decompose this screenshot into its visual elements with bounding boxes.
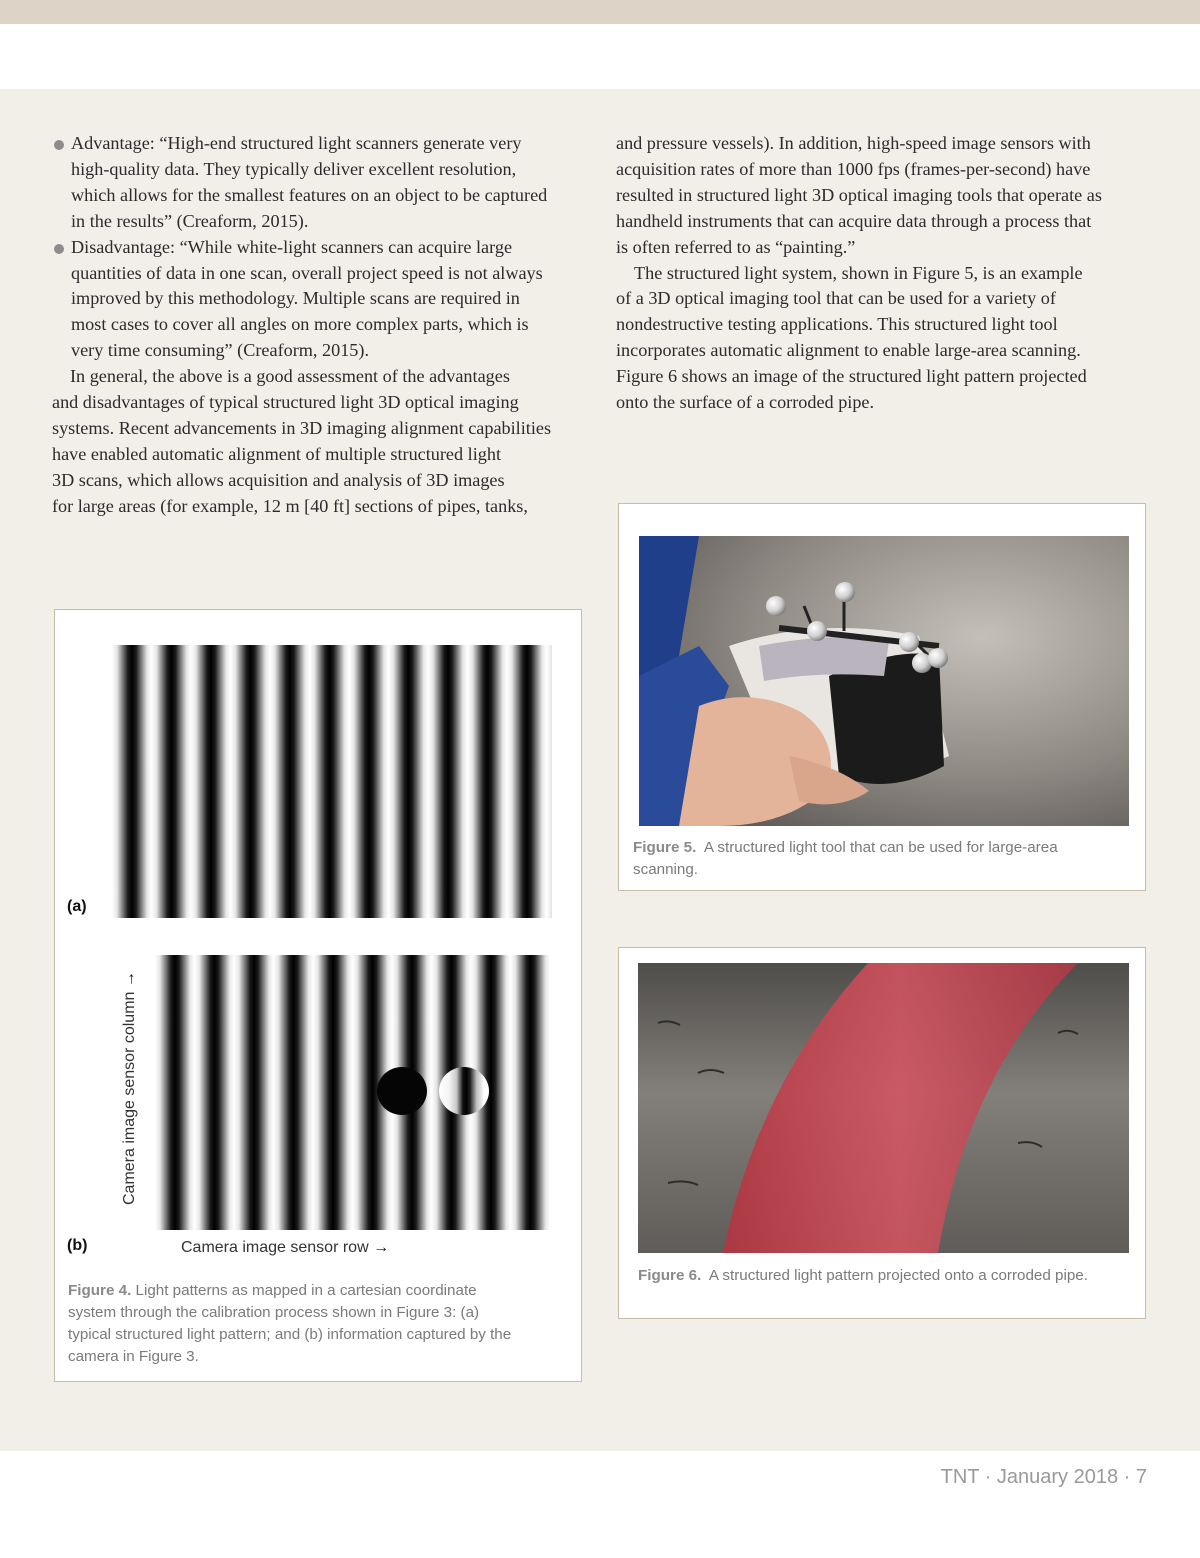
paragraph-continued [616,131,1148,261]
bullet-disadvantage [52,235,584,365]
text-line: resulted in structured light 3D optical imaging tools that operate as [616,184,1102,205]
scanner-photo [639,536,1129,826]
caption-label: Figure 6. [638,1267,702,1284]
panel-label-a: (a) [67,898,87,915]
text-line: nondestructive testing applications. This structured light tool [616,314,1058,335]
striped-dot [439,1067,489,1115]
text-line: handheld instruments that can acquire data through a process that [616,210,1092,231]
paragraph-structured-light-system [616,261,1148,416]
bullet-advantage [52,131,584,235]
panel-label-b: (b) [67,1237,88,1254]
text-line: of a 3D optical imaging tool that can be used for a variety of [616,288,1056,309]
text-line: systems. Recent advancements in 3D imaging alignment capabilities [52,417,552,438]
text-line: Disadvantage: “While white-light scanners can acquire large [71,236,513,257]
text-line: acquisition rates of more than 1000 fps (frames-per-second) have [616,158,1091,179]
figure-5-caption [633,837,1133,881]
right-column [616,131,1148,416]
y-axis-label-text: Camera image sensor column [121,991,138,1205]
text-line: The structured light system, shown in Figure 5, is an example [634,262,1083,283]
text-line: 3D scans, which allows acquisition and analysis of 3D images [52,469,505,490]
text-line: high-quality data. They typically deliver excellent resolution, [71,158,517,179]
text-line: quantities of data in one scan, overall project speed is not always [71,262,543,283]
text-line: Figure 6 shows an image of the structured light pattern projected [616,366,1087,387]
corroded-pipe-photo-art [638,963,1129,1253]
text-line: which allows for the smallest features on an object to be captured [71,184,548,205]
text-line: is often referred to as “painting.” [616,236,856,257]
caption-text: system through the calibration process shown in Figure 3: (a) [68,1304,480,1321]
text-line: onto the surface of a corroded pipe. [616,392,875,413]
text-line: In general, the above is a good assessment of the advantages [70,366,510,387]
fringe-pattern-a [112,645,552,918]
text-line: in the results” (Creaform, 2015). [71,210,309,231]
x-axis-label [181,1239,389,1257]
text-line: and pressure vessels). In addition, high-speed image sensors with [616,133,1091,153]
paragraph-general [52,364,584,519]
header-band [0,24,1200,90]
page-footer: TNT · January 2018 · 7 [940,1466,1147,1488]
text-line: most cases to cover all angles on more complex parts, which is [71,314,529,335]
caption-label: Figure 4. [68,1282,132,1299]
caption-text: typical structured light pattern; and (b) information captured by the [68,1326,512,1343]
caption-label: Figure 5. [633,839,697,856]
text-line: Advantage: “High-end structured light scanners generate very [71,133,522,153]
black-dot [377,1067,427,1115]
text-line: for large areas (for example, 12 m [40 ft] sections of pipes, tanks, [52,495,528,516]
x-axis-label-text: Camera image sensor row [181,1239,369,1256]
caption-text: scanning. [633,861,699,878]
left-column [52,131,584,520]
caption-text: A structured light pattern projected onto a corroded pipe. [701,1267,1088,1284]
text-line: and disadvantages of typical structured light 3D optical imaging [52,392,519,413]
fringe-pattern-b [155,955,549,1230]
text-line: have enabled automatic alignment of multiple structured light [52,443,501,464]
text-line: very time consuming” (Creaform, 2015). [71,340,369,361]
caption-text: Light patterns as mapped in a cartesian coordinate [131,1282,477,1299]
arrow-right-icon: → [373,1239,390,1256]
caption-text: A structured light tool that can be used for large-area [696,839,1058,856]
caption-text: camera in Figure 3. [68,1348,199,1365]
text-line: improved by this methodology. Multiple scans are required in [71,288,520,309]
text-line: incorporates automatic alignment to enable large-area scanning. [616,340,1081,361]
top-band [0,0,1200,24]
scanner-photo-art [639,536,1129,826]
figure-4-caption [68,1280,568,1368]
y-axis-label [121,971,139,1205]
figure-6-caption [638,1265,1138,1287]
arrow-up-icon: → [121,971,138,988]
corroded-pipe-photo [638,963,1129,1253]
